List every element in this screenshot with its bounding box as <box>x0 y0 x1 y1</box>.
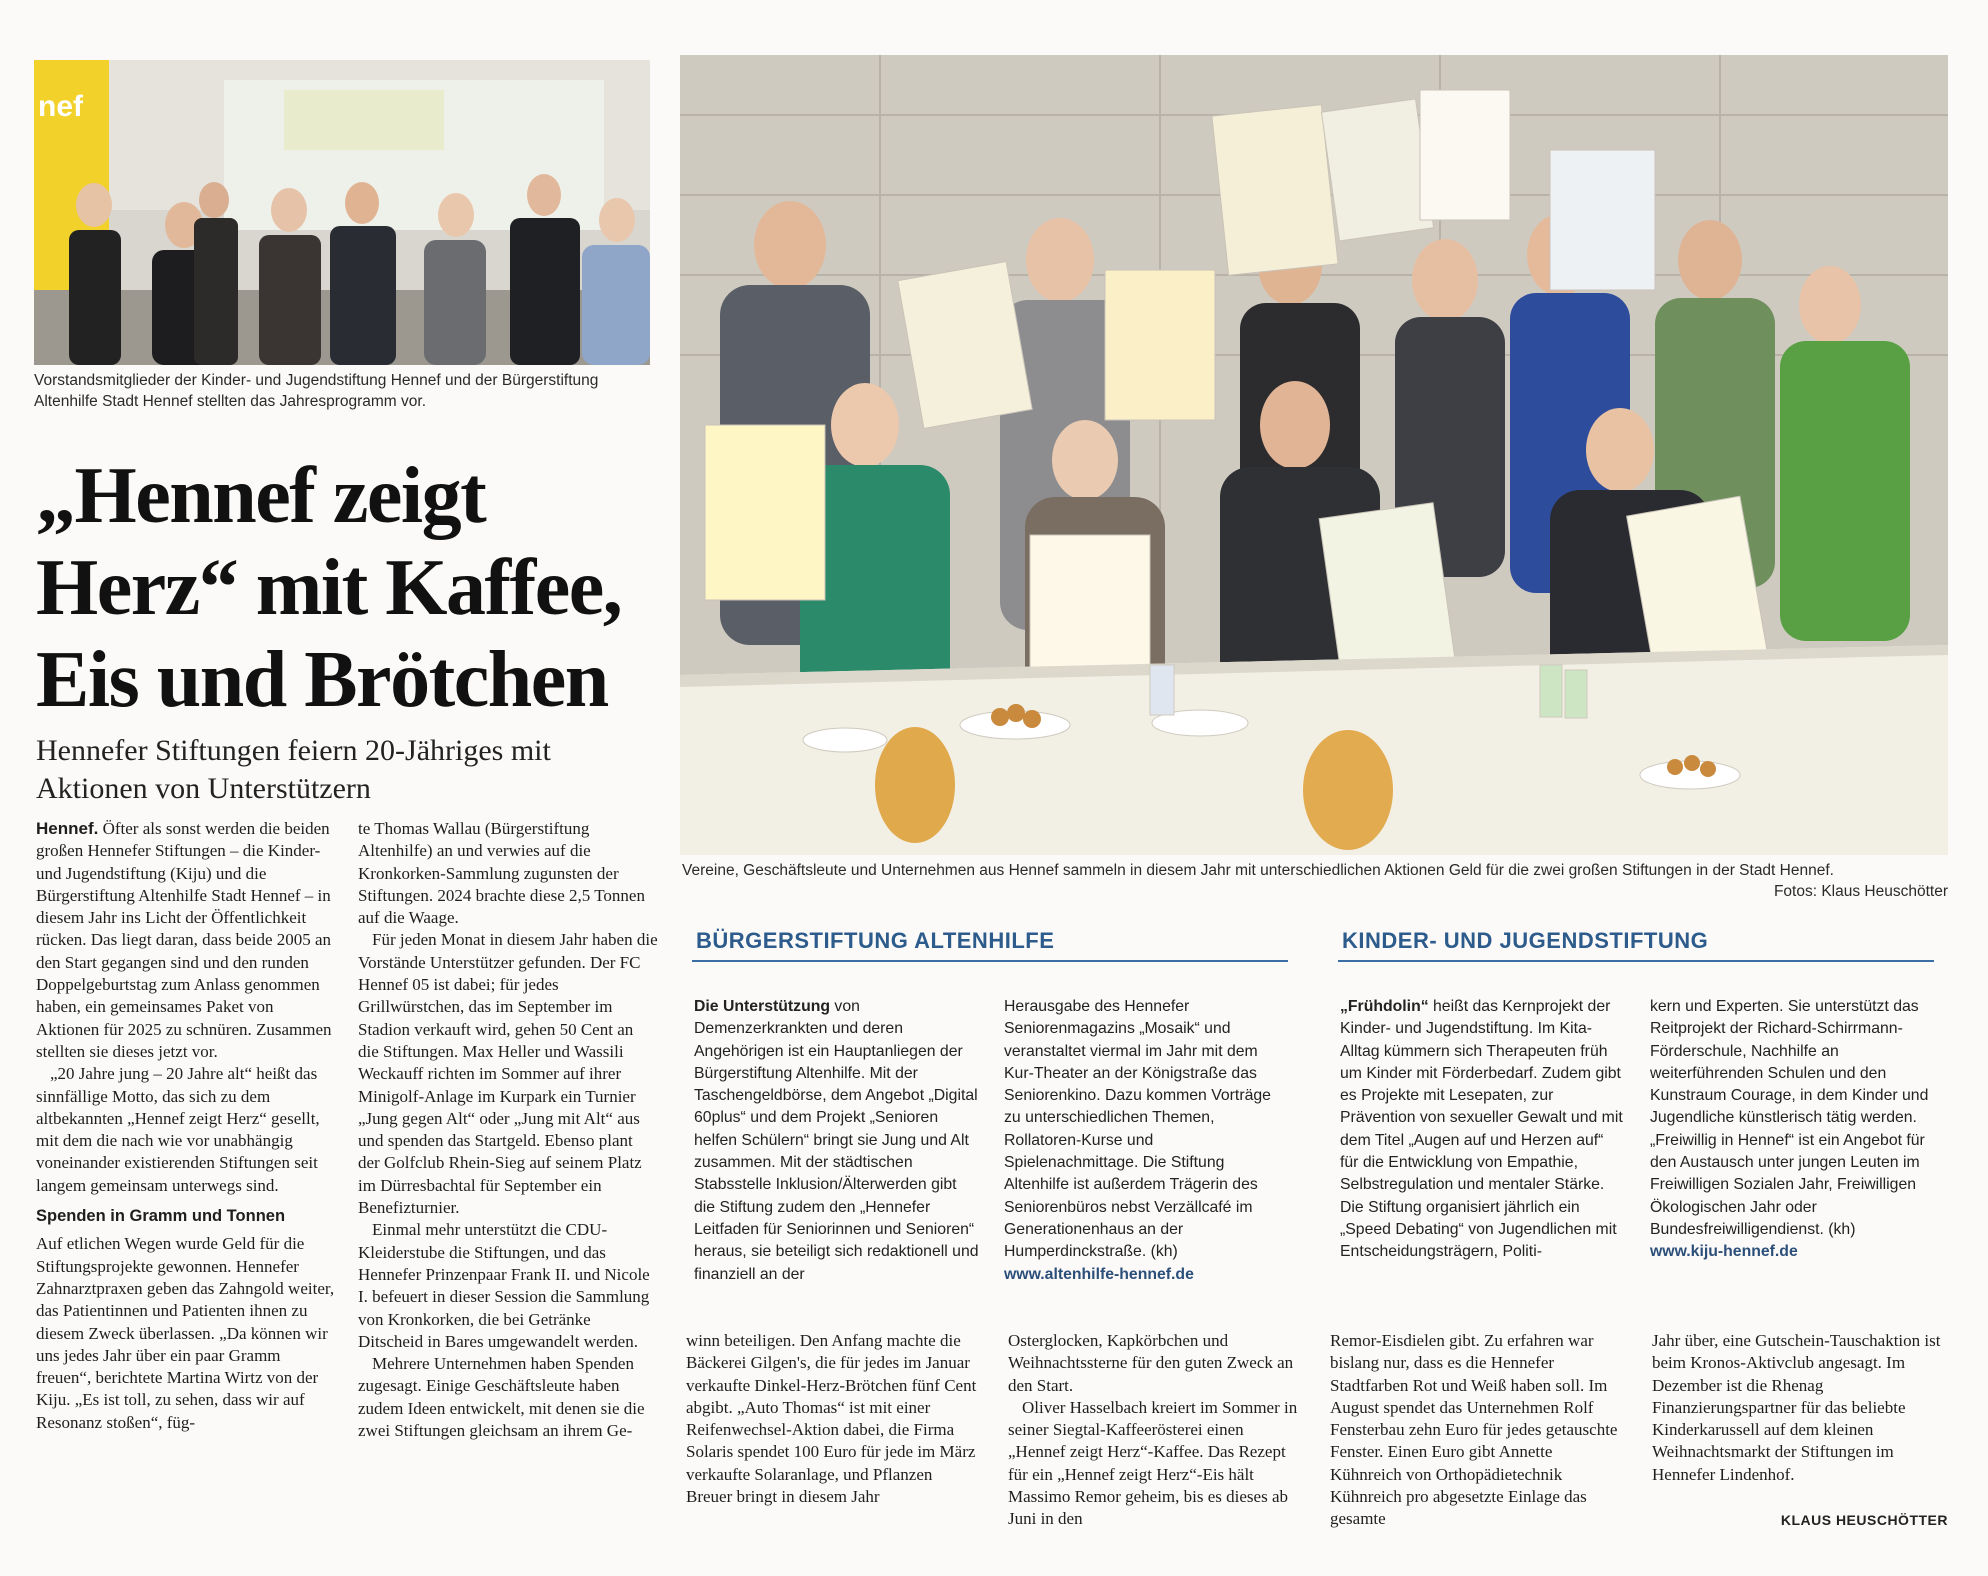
altenhilfe-box <box>692 928 1288 962</box>
kiju-column-2 <box>1650 996 1934 1264</box>
kiju-box-rule <box>1338 960 1934 962</box>
top-photo-caption: Vorstandsmitglieder der Kinder- und Jugendstiftung Hennef und der Bürgerstiftung Altenhilfe Stadt Hennef stellten das Jahresprogramm vor. <box>34 372 599 410</box>
col1-paragraph-3: Auf etlichen Wegen wurde Geld für die Stiftungsprojekte gewonnen. Hennefer Zahnarztpraxen geben das Zahngold weiter, das Patientinnen und Patienten ihnen zu diesem Zweck überlassen. „Da können wir uns jedes Jahr über ein paar Gramm freuen“, berichtete Martina Wirtz von der Kiju. „Es ist toll, zu sehen, dass wir auf Resonanz stoßen“, füg- <box>36 1234 335 1432</box>
article-column-2 <box>358 818 658 1442</box>
bottom-col2-paragraph-1: Osterglocken, Kapkörbchen und Weihnachtssterne für den guten Zweck an den Start. <box>1008 1331 1294 1395</box>
altenhilfe-lead: Die Unterstützung <box>694 998 831 1015</box>
group-photo-large <box>680 55 1948 855</box>
dateline: Hennef. <box>36 819 99 838</box>
headline <box>36 450 656 726</box>
article-column-1 <box>36 818 336 1434</box>
bottom-column-1 <box>686 1330 982 1508</box>
headline-line-1: „Hennef zeigt <box>36 452 486 540</box>
main-photo-caption: Vereine, Geschäftsleute und Unternehmen aus Hennef sammeln in diesem Jahr mit unterschiedlichen Aktionen Geld für die zwei großen Stiftungen in der Stadt Hennef. <box>682 862 1834 879</box>
kiju-text-1: heißt das Kernprojekt der Kinder- und Jugendstiftung. Im Kita-Alltag kümmern sich Therapeuten früh um Kinder mit Förderbedarf. Zudem gibt es Projekte mit Lesepaten, zur Prävention von sexueller Gewalt und mit dem Titel „Augen auf und Herzen auf“ für die Entwicklung von Empathie, Selbstregulation und mentaler Stärke. Die Stiftung organisiert jährlich ein „Speed Debating“ von Jugendlichen mit Entscheidungsträgern, Politi- <box>1340 998 1623 1261</box>
bottom-col1-text: winn beteiligen. Den Anfang machte die Bäckerei Gilgen's, die für jedes im Januar verkaufte Dinkel-Herz-Brötchen fünf Cent abgibt. „Auto Thomas“ ist mit einer Reifenwechsel-Aktion dabei, die Firma Solaris spendet 100 Euro für jede im März verkaufte Solaranlage, und Pflanzen Breuer bringt in diesem Jahr <box>686 1331 977 1507</box>
altenhilfe-box-rule <box>692 960 1288 962</box>
col2-paragraph-2: Für jeden Monat in diesem Jahr haben die Vorstände Unterstützer gefunden. Der FC Hennef 05 ist dabei; für jedes Grillwürstchen, das im September im Stadion verkauft wird, gehen 50 Cent an die Stiftungen. Max Heller und Wassili Weckauff richten im Sommer auf ihrer Minigolf-Anlage im Kurpark ein Turnier „Jung gegen Alt“ oder „Jung mit Alt“ aus und spenden das Startgeld. Ebenso plant der Golfclub Rhein-Sieg auf seinem Platz im Dürresbachtal für September ein Benefizturnier. <box>358 930 658 1218</box>
bottom-col4-text: Jahr über, eine Gutschein-Tauschaktion ist beim Kronos-Aktivclub angesagt. Im Dezember ist die Rhenag Finanzierungspartner für das beliebte Kinderkarussell auf dem kleinen Weihnachtsmarkt der Stiftungen im Hennefer Lindenhof. <box>1652 1331 1941 1484</box>
col2-paragraph-3: Einmal mehr unterstützt die CDU-Kleiderstube die Stiftungen, und das Hennefer Prinzenpaar Frank II. und Nicole I. befeuert in dieser Session die Sammlung von Kronkorken, die bei Getränke Ditscheid in Bares umgewandelt werden. <box>358 1220 650 1351</box>
subheadline: Hennefer Stiftungen feiern 20-Jähriges mit Aktionen von Unterstützern <box>36 734 551 805</box>
col1-paragraph-2: „20 Jahre jung – 20 Jahre alt“ heißt das sinnfällige Motto, das sich zu dem altbekannten „Hennef zeigt Herz“ gesellt, mit dem die nach wie vor unabhängig voneinander existierenden Stiftungen seit langem gemeinsam unterwegs sind. <box>36 1064 320 1195</box>
altenhilfe-text-1: von Demenzerkrankten und deren Angehörigen ist ein Hauptanliegen der Bürgerstiftung Altenhilfe. Mit der Taschengeldbörse, dem Angebot „Digital 60plus“ und dem Projekt „Senioren helfen Schülern“ bringt sie Jung und Alt zusammen. Mit der städtischen Stabsstelle Inklusion/Älterwerden gibt die Stiftung zudem den „Hennefer Leitfaden für Seniorinnen und Senioren“ heraus, sie beteiligt sich redaktionell und finanziell an der <box>694 998 979 1283</box>
bottom-column-4 <box>1652 1330 1948 1486</box>
altenhilfe-column-1 <box>694 996 980 1286</box>
top-photo <box>34 60 650 365</box>
banner-text: nef <box>38 90 83 123</box>
bottom-col3-text: Remor-Eisdielen gibt. Zu erfahren war bislang nur, dass es die Hennefer Stadtfarben Rot und Weiß haben soll. Im August spendet das Unternehmen Rolf Fensterbau zehn Euro für jedes getauschte Fenster. Einen Euro gibt Annette Kühnreich von Orthopädietechnik Kühnreich pro abgesetzte Einlage das gesamte <box>1330 1331 1618 1529</box>
bottom-column-2 <box>1008 1330 1304 1531</box>
bottom-col2-paragraph-2: Oliver Hasselbach kreiert im Sommer in seiner Siegtal-Kaffeerösterei einen „Hennef zeigt Herz“-Kaffee. Das Rezept für ein „Hennef zeigt Herz“-Eis hält Massimo Remor geheim, bis es dieses ab Juni in den <box>1008 1397 1298 1529</box>
main-photo <box>680 55 1948 855</box>
photo-credit: Fotos: Klaus Heuschötter <box>1773 883 1948 900</box>
kiju-lead: „Frühdolin“ <box>1340 998 1429 1015</box>
kiju-box-title: KINDER- UND JUGENDSTIFTUNG <box>1342 928 1709 953</box>
altenhilfe-column-2 <box>1004 996 1288 1286</box>
section-heading: Spenden in Gramm und Tonnen <box>36 1207 286 1226</box>
bottom-column-3 <box>1330 1330 1626 1531</box>
headline-line-2: Herz“ mit Kaffee, <box>36 544 622 632</box>
kiju-box <box>1338 928 1934 962</box>
group-photo-small <box>34 60 650 365</box>
altenhilfe-box-title: BÜRGERSTIFTUNG ALTENHILFE <box>696 928 1055 953</box>
col2-paragraph-4: Mehrere Unternehmen haben Spenden zugesagt. Einige Geschäftsleute haben zudem Ideen entwickelt, mit denen sie die zwei Stiftungen gleichsam an ihrem Ge- <box>358 1354 645 1441</box>
col1-paragraph-1: Öfter als sonst werden die beiden großen Hennefer Stiftungen – die Kinder- und Jugendstiftung (Kiju) und die Bürgerstiftung Altenhilfe Stadt Hennef – in diesem Jahr ins Licht der Öffentlichkeit rücken. Das liegt daran, dass beide 2005 an den Start gegangen sind und den runden Doppelgeburtstag zum Anlass genommen haben, ein gemeinsames Paket von Aktionen für 2025 zu schnüren. Zusammen stellten sie dieses jetzt vor. <box>36 819 332 1061</box>
headline-line-3: Eis und Brötchen <box>36 636 608 724</box>
kiju-link[interactable]: www.kiju-hennef.de <box>1650 1243 1798 1261</box>
col2-paragraph-1: te Thomas Wallau (Bürgerstiftung Altenhilfe) an und verwies auf die Kronkorken-Sammlung zugunsten der Stiftungen. 2024 brachte diese 2,5 Tonnen auf die Waage. <box>358 819 645 928</box>
kiju-text-2: kern und Experten. Sie unterstützt das Reitprojekt der Richard-Schirrmann-Förderschule, Nachhilfe an weiterführenden Schulen und den Kunstraum Courage, in dem Kinder und Jugendliche künstlerisch tätig werden. „Freiwillig in Hennef“ ist ein Angebot für den Austausch unter jungen Leuten im Freiwilligen Sozialen Jahr, Freiwilligen Ökologischen Jahr oder Bundesfreiwilligendienst. (kh) <box>1650 998 1929 1238</box>
altenhilfe-text-2: Herausgabe des Hennefer Seniorenmagazins „Mosaik“ und veranstaltet viermal im Jahr mit dem Kur-Theater an der Königstraße das Seniorenkino. Dazu kommen Vorträge zu unterschiedlichen Themen, Rollatoren-Kurse und Spielenachmittage. Die Stiftung Altenhilfe ist außerdem Trägerin des Seniorenbüros nebst Verzällcafé im Generationenhaus an der Humperdinckstraße. (kh) <box>1004 998 1271 1261</box>
kiju-column-1 <box>1340 996 1624 1264</box>
altenhilfe-link[interactable]: www.altenhilfe-hennef.de <box>1004 1265 1194 1283</box>
author-credit: KLAUS HEUSCHÖTTER <box>1780 1512 1948 1528</box>
